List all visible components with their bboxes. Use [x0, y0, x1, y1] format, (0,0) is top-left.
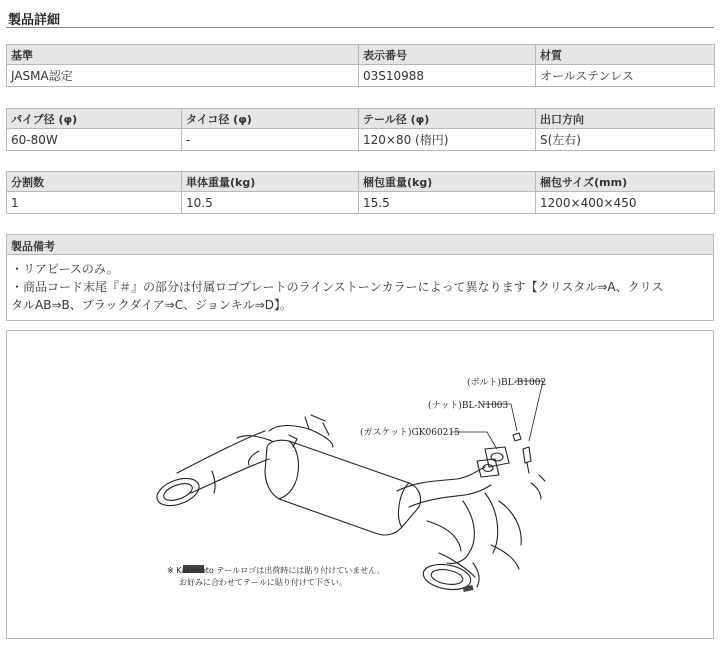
- value-pipe-diameter: 60-80W: [7, 129, 182, 151]
- label-gasket: (ガスケット)GK060215: [360, 428, 460, 438]
- left-pipe-upper: [177, 431, 265, 473]
- header-unit-weight: 単体重量(kg): [182, 172, 359, 192]
- notes-line: ・リアピースのみ。: [11, 262, 119, 276]
- header-material: 材質: [536, 45, 715, 65]
- spec-table-dimensions: [6, 108, 715, 151]
- diagram-note-line1: ※ Kakimoto テールロゴは出荷時には貼り付けていません。: [167, 566, 385, 575]
- value-pieces: 1: [7, 192, 182, 214]
- notes-body: [7, 255, 713, 320]
- section-title: 製品詳細: [6, 6, 714, 28]
- diagram-note-line2: お好みに合わせてテールに貼り付けて下さい。: [179, 578, 347, 587]
- left-tail-tip-outer: [153, 473, 203, 511]
- header-standard: 基準: [7, 45, 359, 65]
- exhaust-illustration: [7, 331, 713, 638]
- value-muffler-diameter: -: [182, 129, 359, 151]
- header-muffler-diameter: タイコ径 (φ): [182, 109, 359, 129]
- header-pieces: 分割数: [7, 172, 182, 192]
- bolt: [523, 447, 531, 463]
- product-notes: [6, 234, 714, 321]
- header-pipe-diameter: パイプ径 (φ): [7, 109, 182, 129]
- notes-line: ・商品コード末尾『＃』の部分は付属ロゴプレートのラインストーンカラーによって異なります【クリスタル⇒A、クリス: [11, 280, 664, 294]
- value-unit-weight: 10.5: [182, 192, 359, 214]
- header-exit-direction: 出口方向: [536, 109, 715, 129]
- nut: [513, 433, 521, 441]
- value-display-number: 03S10988: [359, 65, 536, 87]
- spec-table-basic: [6, 44, 715, 87]
- left-tail-seam: [212, 471, 215, 493]
- value-standard: JASMA認定: [7, 65, 359, 87]
- table-header-row: [7, 45, 715, 65]
- value-package-size: 1200×400×450: [536, 192, 715, 214]
- right-tail-tip-inner: [430, 567, 464, 586]
- notes-line: タルAB⇒B、ブラックダイア⇒C、ジョンキル⇒D】。: [11, 298, 293, 312]
- table-row: [7, 129, 715, 151]
- table-header-row: [7, 109, 715, 129]
- table-header-row: [7, 172, 715, 192]
- notes-title: 製品備考: [7, 235, 713, 255]
- value-exit-direction: S(左右): [536, 129, 715, 151]
- spec-table-weight: [6, 171, 715, 214]
- value-material: オールステンレス: [536, 65, 715, 87]
- table-row: [7, 192, 715, 214]
- value-package-weight: 15.5: [359, 192, 536, 214]
- value-tail-diameter: 120×80 (楕円): [359, 129, 536, 151]
- header-display-number: 表示番号: [359, 45, 536, 65]
- muffler-end-cap: [279, 441, 298, 499]
- left-pipe-lower: [191, 459, 269, 493]
- header-package-weight: 梱包重量(kg): [359, 172, 536, 192]
- label-nut: (ナット)BL-N1003: [428, 401, 509, 411]
- label-bolt: (ボルト)BL-B1002: [467, 378, 547, 388]
- table-row: [7, 65, 715, 87]
- muffler-body: [265, 440, 421, 535]
- header-package-size: 梱包サイズ(mm): [536, 172, 715, 192]
- header-tail-diameter: テール径 (φ): [359, 109, 536, 129]
- exhaust-diagram: [6, 330, 714, 639]
